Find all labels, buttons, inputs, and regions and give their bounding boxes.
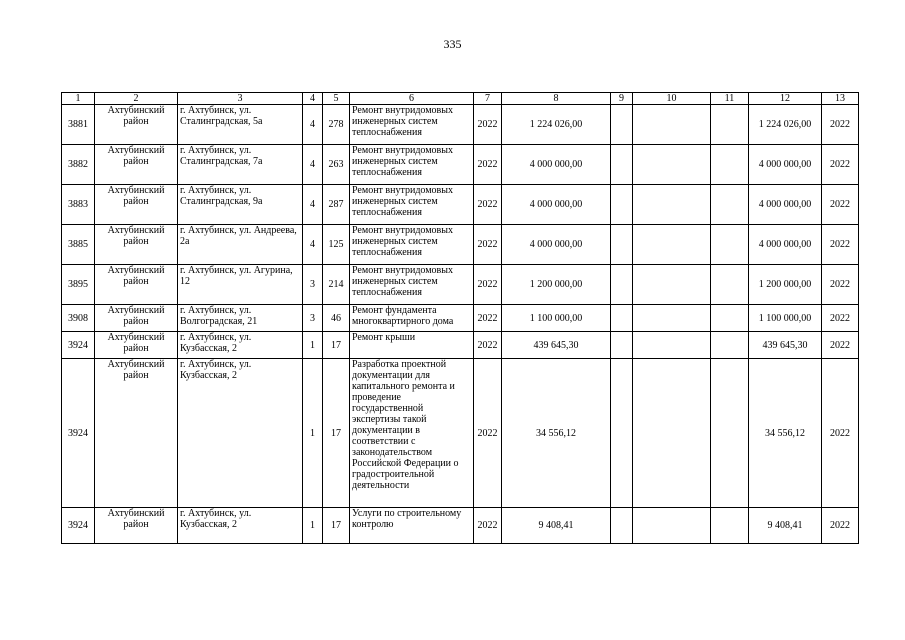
table-row — [62, 265, 859, 305]
cell-total-cost: 439 645,30 — [502, 332, 611, 359]
cell-work-type: Ремонт внутридомовых инженерных систем теплоснабжения — [350, 105, 474, 145]
table-row — [62, 105, 859, 145]
cell-col5: 17 — [323, 359, 350, 508]
cell-col5: 125 — [323, 225, 350, 265]
cell-year: 2022 — [474, 105, 502, 145]
cell-id: 3882 — [62, 145, 95, 185]
cell-col10 — [633, 185, 711, 225]
cell-col10 — [633, 508, 711, 544]
cell-id: 3895 — [62, 265, 95, 305]
cell-col12: 1 224 026,00 — [749, 105, 822, 145]
cell-col13: 2022 — [822, 508, 859, 544]
column-header: 4 — [303, 93, 323, 105]
cell-total-cost: 4 000 000,00 — [502, 185, 611, 225]
cell-col12: 1 200 000,00 — [749, 265, 822, 305]
cell-district: Ахтубинский район — [95, 185, 178, 225]
cell-year: 2022 — [474, 332, 502, 359]
cell-col11 — [711, 305, 749, 332]
cell-col9 — [611, 145, 633, 185]
table-row — [62, 185, 859, 225]
cell-year: 2022 — [474, 508, 502, 544]
cell-col12: 34 556,12 — [749, 359, 822, 508]
cell-col5: 17 — [323, 508, 350, 544]
cell-col13: 2022 — [822, 332, 859, 359]
column-header: 6 — [350, 93, 474, 105]
cell-col9 — [611, 332, 633, 359]
cell-col5: 214 — [323, 265, 350, 305]
column-header: 5 — [323, 93, 350, 105]
cell-id: 3881 — [62, 105, 95, 145]
cell-col11 — [711, 332, 749, 359]
cell-district: Ахтубинский район — [95, 145, 178, 185]
cell-col11 — [711, 145, 749, 185]
cell-total-cost: 4 000 000,00 — [502, 145, 611, 185]
cell-col11 — [711, 359, 749, 508]
cell-address: г. Ахтубинск, ул. Кузбасская, 2 — [178, 508, 303, 544]
column-header: 11 — [711, 93, 749, 105]
cell-col4: 4 — [303, 225, 323, 265]
column-header: 2 — [95, 93, 178, 105]
cell-district: Ахтубинский район — [95, 305, 178, 332]
cell-address: г. Ахтубинск, ул. Агурина, 12 — [178, 265, 303, 305]
cell-col11 — [711, 225, 749, 265]
cell-col4: 1 — [303, 332, 323, 359]
cell-district: Ахтубинский район — [95, 508, 178, 544]
cell-col5: 278 — [323, 105, 350, 145]
column-header: 1 — [62, 93, 95, 105]
cell-col4: 4 — [303, 145, 323, 185]
column-header: 10 — [633, 93, 711, 105]
cell-col13: 2022 — [822, 265, 859, 305]
column-header: 13 — [822, 93, 859, 105]
cell-year: 2022 — [474, 185, 502, 225]
cell-address: г. Ахтубинск, ул. Андреева, 2а — [178, 225, 303, 265]
cell-col13: 2022 — [822, 105, 859, 145]
cell-address: г. Ахтубинск, ул. Кузбасская, 2 — [178, 359, 303, 508]
cell-col4: 4 — [303, 185, 323, 225]
cell-id: 3924 — [62, 332, 95, 359]
cell-col10 — [633, 145, 711, 185]
cell-work-type: Ремонт фундамента многоквартирного дома — [350, 305, 474, 332]
table-body — [62, 93, 859, 544]
table-row — [62, 305, 859, 332]
cell-col10 — [633, 359, 711, 508]
cell-col9 — [611, 265, 633, 305]
cell-col12: 4 000 000,00 — [749, 145, 822, 185]
cell-col4: 3 — [303, 265, 323, 305]
cell-work-type: Ремонт внутридомовых инженерных систем теплоснабжения — [350, 185, 474, 225]
column-header: 3 — [178, 93, 303, 105]
cell-col12: 4 000 000,00 — [749, 185, 822, 225]
cell-district: Ахтубинский район — [95, 332, 178, 359]
cell-address: г. Ахтубинск, ул. Сталинградская, 7а — [178, 145, 303, 185]
cell-year: 2022 — [474, 265, 502, 305]
capital-repair-table — [61, 92, 859, 544]
table-row — [62, 225, 859, 265]
cell-id: 3883 — [62, 185, 95, 225]
column-header: 12 — [749, 93, 822, 105]
cell-col4: 3 — [303, 305, 323, 332]
cell-col10 — [633, 305, 711, 332]
cell-col9 — [611, 508, 633, 544]
cell-work-type: Ремонт внутридомовых инженерных систем теплоснабжения — [350, 145, 474, 185]
cell-district: Ахтубинский район — [95, 105, 178, 145]
cell-year: 2022 — [474, 359, 502, 508]
cell-col9 — [611, 225, 633, 265]
column-header: 8 — [502, 93, 611, 105]
cell-work-type: Ремонт внутридомовых инженерных систем теплоснабжения — [350, 265, 474, 305]
table-row — [62, 359, 859, 508]
cell-col10 — [633, 332, 711, 359]
cell-col13: 2022 — [822, 145, 859, 185]
cell-col9 — [611, 359, 633, 508]
cell-col5: 17 — [323, 332, 350, 359]
page-number: 335 — [443, 37, 462, 51]
cell-col13: 2022 — [822, 359, 859, 508]
cell-total-cost: 4 000 000,00 — [502, 225, 611, 265]
column-header: 7 — [474, 93, 502, 105]
cell-district: Ахтубинский район — [95, 225, 178, 265]
cell-col13: 2022 — [822, 225, 859, 265]
cell-district: Ахтубинский район — [95, 265, 178, 305]
cell-col9 — [611, 105, 633, 145]
cell-total-cost: 34 556,12 — [502, 359, 611, 508]
cell-col9 — [611, 185, 633, 225]
cell-col5: 287 — [323, 185, 350, 225]
table-row — [62, 145, 859, 185]
cell-district: Ахтубинский район — [95, 359, 178, 508]
cell-col11 — [711, 265, 749, 305]
cell-work-type: Ремонт крыши — [350, 332, 474, 359]
cell-col4: 1 — [303, 359, 323, 508]
cell-address: г. Ахтубинск, ул. Кузбасская, 2 — [178, 332, 303, 359]
cell-address: г. Ахтубинск, ул. Сталинградская, 5а — [178, 105, 303, 145]
cell-col12: 4 000 000,00 — [749, 225, 822, 265]
cell-total-cost: 1 224 026,00 — [502, 105, 611, 145]
cell-year: 2022 — [474, 225, 502, 265]
cell-col5: 263 — [323, 145, 350, 185]
cell-col10 — [633, 105, 711, 145]
cell-id: 3908 — [62, 305, 95, 332]
cell-year: 2022 — [474, 305, 502, 332]
cell-col12: 439 645,30 — [749, 332, 822, 359]
cell-col12: 9 408,41 — [749, 508, 822, 544]
cell-total-cost: 1 200 000,00 — [502, 265, 611, 305]
cell-id: 3924 — [62, 508, 95, 544]
column-header: 9 — [611, 93, 633, 105]
table-row — [62, 508, 859, 544]
cell-col12: 1 100 000,00 — [749, 305, 822, 332]
cell-col4: 1 — [303, 508, 323, 544]
cell-col13: 2022 — [822, 185, 859, 225]
cell-col13: 2022 — [822, 305, 859, 332]
cell-col10 — [633, 265, 711, 305]
cell-col11 — [711, 105, 749, 145]
cell-total-cost: 9 408,41 — [502, 508, 611, 544]
cell-id: 3885 — [62, 225, 95, 265]
cell-work-type: Ремонт внутридомовых инженерных систем теплоснабжения — [350, 225, 474, 265]
cell-col11 — [711, 508, 749, 544]
cell-col11 — [711, 185, 749, 225]
cell-work-type: Услуги по строительному контролю — [350, 508, 474, 544]
cell-address: г. Ахтубинск, ул. Волгоградская, 21 — [178, 305, 303, 332]
cell-id: 3924 — [62, 359, 95, 508]
header-row — [62, 93, 859, 105]
cell-col10 — [633, 225, 711, 265]
cell-col4: 4 — [303, 105, 323, 145]
cell-year: 2022 — [474, 145, 502, 185]
cell-work-type: Разработка проектной документации для капитального ремонта и проведение государственной экспертизы такой документации в соответствии с законодательством Российской Федерации о градостроительной деятельности — [350, 359, 474, 508]
table-row — [62, 332, 859, 359]
cell-total-cost: 1 100 000,00 — [502, 305, 611, 332]
cell-address: г. Ахтубинск, ул. Сталинградская, 9а — [178, 185, 303, 225]
cell-col5: 46 — [323, 305, 350, 332]
cell-col9 — [611, 305, 633, 332]
